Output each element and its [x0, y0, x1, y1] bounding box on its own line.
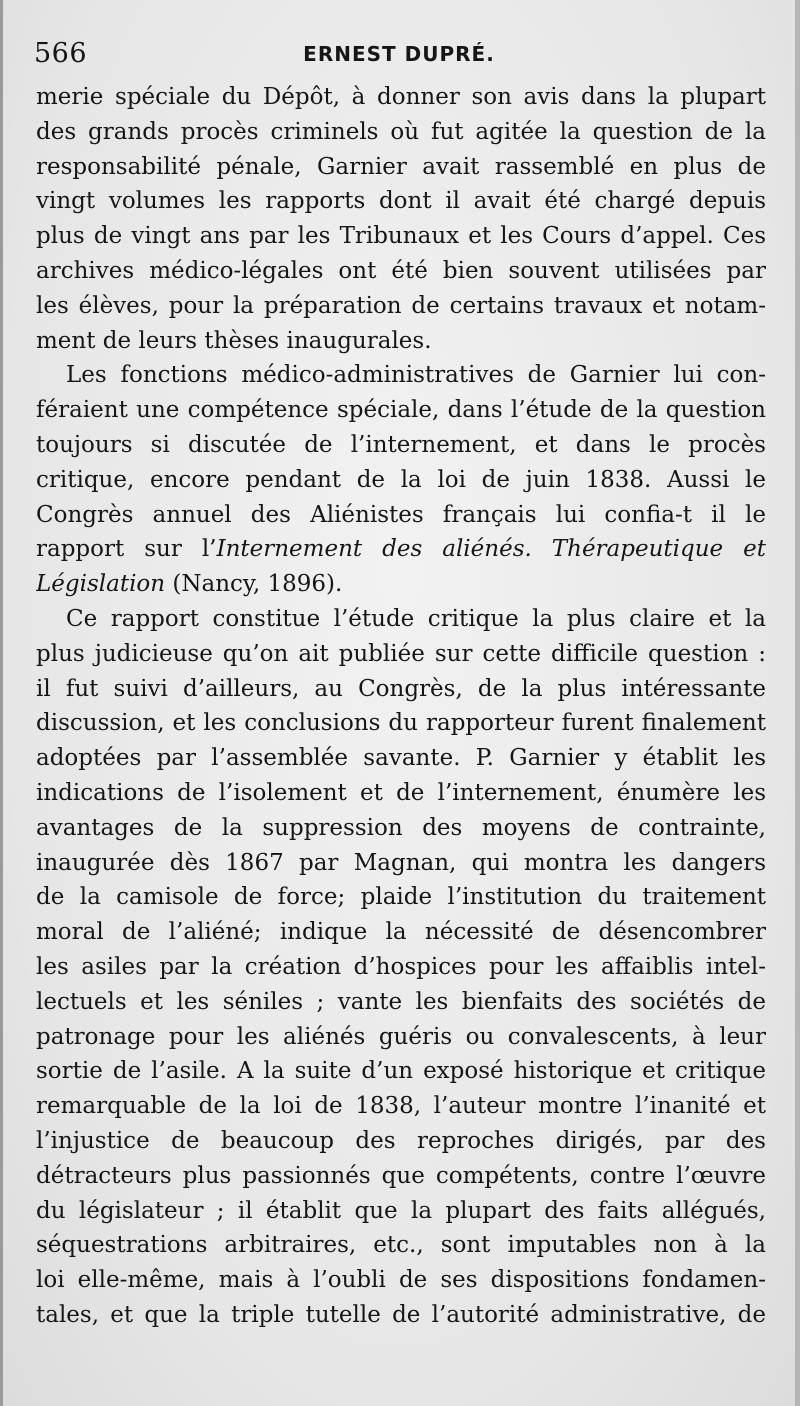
text-line: tales, et que la triple tutelle de l’autorité administrative, de	[36, 1301, 766, 1328]
text-line: Congrès annuel des Aliénistes français lui confia-t il le	[36, 501, 766, 528]
text-line: patronage pour les aliénés guéris ou convalescents, à leur	[36, 1023, 766, 1050]
text-segment: rapport sur l’	[36, 536, 217, 563]
text-line: responsabilité pénale, Garnier avait rassemblé en plus de	[36, 153, 766, 180]
text-line: séquestrations arbitraires, etc., sont imputables non à la	[36, 1232, 766, 1259]
text-line: loi elle-même, mais à l’oubli de ses dispositions fondamen-	[36, 1267, 766, 1294]
text-line-mixed	[36, 567, 766, 602]
text-line: plus de vingt ans par les Tribunaux et les Cours d’appel. Ces	[36, 223, 766, 250]
page-header	[34, 36, 764, 72]
text-line: toujours si discutée de l’internement, et dans le procès	[36, 431, 766, 458]
text-line: l’injustice de beaucoup des reproches dirigés, par des	[36, 1127, 766, 1154]
text-line: adoptées par l’assemblée savante. P. Garnier y établit les	[36, 745, 766, 772]
text-line: lectuels et les séniles ; vante les bienfaits des sociétés de	[36, 988, 766, 1015]
text-line: des grands procès criminels où fut agitée la question de la	[36, 118, 766, 145]
text-line: plus judicieuse qu’on ait publiée sur cette difficile question :	[36, 640, 766, 667]
text-line: il fut suivi d’ailleurs, au Congrès, de la plus intéressante	[36, 675, 766, 702]
page-number: 566	[34, 38, 88, 69]
text-line: remarquable de la loi de 1838, l’auteur montre l’inanité et	[36, 1093, 766, 1120]
text-line: avantages de la suppression des moyens de contrainte,	[36, 814, 766, 841]
text-line: de la camisole de force; plaide l’institution du traitement	[36, 884, 766, 911]
text-line: féraient une compétence spéciale, dans l’étude de la question	[36, 397, 766, 424]
text-line: détracteurs plus passionnés que compétents, contre l’œuvre	[36, 1162, 766, 1189]
text-line: discussion, et les conclusions du rapporteur furent finalement	[36, 710, 766, 737]
text-line: sortie de l’asile. A la suite d’un exposé historique et critique	[36, 1058, 766, 1085]
text-line: indications de l’isolement et de l’internement, énumère les	[36, 779, 766, 806]
text-line: critique, encore pendant de la loi de juin 1838. Aussi le	[36, 466, 766, 493]
italic-title: Législation	[36, 571, 166, 598]
text-line: ment de leurs thèses inaugurales.	[36, 327, 432, 354]
text-line: merie spéciale du Dépôt, à donner son avis dans la plupart	[36, 84, 766, 110]
text-segment: (Nancy, 1896).	[165, 571, 343, 598]
text-line: Les fonctions médico-administratives de Garnier lui con-	[66, 362, 766, 389]
text-line: les asiles par la création d’hospices pour les affaiblis intel-	[36, 953, 766, 980]
text-line: vingt volumes les rapports dont il avait été chargé depuis	[36, 188, 766, 215]
page-edge-left	[0, 0, 3, 1406]
running-title: ERNEST DUPRÉ.	[303, 42, 495, 66]
text-line: moral de l’aliéné; indique la nécessité de désencombrer	[36, 919, 766, 946]
page-edge-right	[795, 0, 800, 1406]
text-line: les élèves, pour la préparation de certains travaux et notam-	[36, 292, 766, 319]
text-line-mixed	[36, 532, 766, 567]
text-line: inaugurée dès 1867 par Magnan, qui montra les dangers	[36, 849, 766, 876]
text-line: du législateur ; il établit que la plupart des faits allégués,	[36, 1197, 766, 1224]
text-line: archives médico-légales ont été bien souvent utilisées par	[36, 257, 766, 284]
text-line: Ce rapport constitue l’étude critique la plus claire et la	[66, 605, 766, 632]
italic-title: Internement des aliénés. Thérapeutique et	[216, 536, 766, 563]
body-text	[36, 80, 766, 1333]
